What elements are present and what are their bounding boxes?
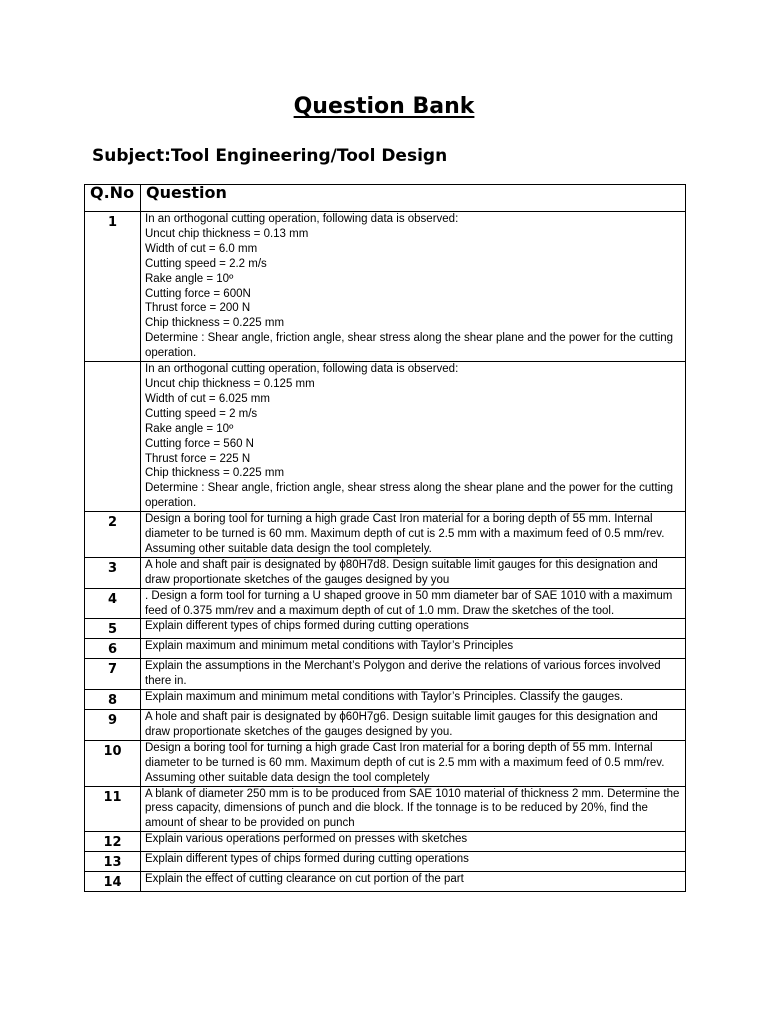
question-number: 1 (85, 212, 141, 362)
table-row (85, 740, 686, 786)
question-text: A hole and shaft pair is designated by ϕ80H7d8. Design suitable limit gauges for this designation and draw proportionate sketches of the gauges designed by you (141, 557, 686, 588)
page-title: Question Bank (293, 94, 475, 119)
question-text: Explain different types of chips formed during cutting operations (141, 852, 686, 872)
table-row (85, 588, 686, 619)
table-row (85, 832, 686, 852)
question-text: . Design a form tool for turning a U shaped groove in 50 mm diameter bar of SAE 1010 with a maximum feed of 0.375 mm/rev and a maximum depth of cut of 1.0 mm. Draw the sketches of the tool. (141, 588, 686, 619)
table-row (85, 212, 686, 362)
question-number: 12 (85, 832, 141, 852)
question-text: A blank of diameter 250 mm is to be produced from SAE 1010 material of thickness 2 mm. Determine the press capacity, dimensions of punch and die block. If the tonnage is to be reduced by 20%, find the amount of shear to be provided on punch (141, 786, 686, 832)
question-number: 13 (85, 852, 141, 872)
question-number: 11 (85, 786, 141, 832)
question-text: Explain the effect of cutting clearance on cut portion of the part (141, 872, 686, 892)
question-text: Explain the assumptions in the Merchant’s Polygon and derive the relations of various forces involved there in. (141, 659, 686, 690)
question-number: 7 (85, 659, 141, 690)
question-text: Explain different types of chips formed during cutting operations (141, 619, 686, 639)
header-qno: Q.No (85, 185, 141, 212)
question-text: Explain various operations performed on presses with sketches (141, 832, 686, 852)
question-text: Explain maximum and minimum metal conditions with Taylor’s Principles. Classify the gauges. (141, 690, 686, 710)
question-text: Design a boring tool for turning a high grade Cast Iron material for a boring depth of 55 mm. Internal diameter to be turned is 60 mm. Maximum depth of cut is 2.5 mm with a maximum feed of 0.5 mm/rev. Assuming other suitable data design the tool completely. (141, 512, 686, 558)
question-number: 14 (85, 872, 141, 892)
question-text: Design a boring tool for turning a high grade Cast Iron material for a boring depth of 55 mm. Internal diameter to be turned is 60 mm. Maximum depth of cut is 2.5 mm with a maximum feed of 0.5 mm/rev. Assuming other suitable data design the tool completely (141, 740, 686, 786)
question-rows (85, 212, 686, 892)
table-row (85, 639, 686, 659)
table-row (85, 659, 686, 690)
table-row (85, 710, 686, 741)
subject-heading: Subject:Tool Engineering/Tool Design (92, 146, 448, 166)
table-row (85, 362, 686, 512)
question-number: 2 (85, 512, 141, 558)
table-row (85, 619, 686, 639)
table-row (85, 872, 686, 892)
header-question: Question (141, 185, 686, 212)
table-row (85, 786, 686, 832)
question-text: In an orthogonal cutting operation, following data is observed: Uncut chip thickness = 0.125 mm Width of cut = 6.025 mm Cutting speed = 2 m/s Rake angle = 10º Cutting force = 560 N Thrust force = 225 N Chip thickness = 0.225 mm Determine : Shear angle, friction angle, shear stress along the shear plane and the power for the cutting operation. (141, 362, 686, 512)
question-number: 10 (85, 740, 141, 786)
question-number: 3 (85, 557, 141, 588)
table-row (85, 512, 686, 558)
question-number: 5 (85, 619, 141, 639)
table-row (85, 690, 686, 710)
question-table (84, 184, 686, 892)
table-row (85, 852, 686, 872)
question-number: 9 (85, 710, 141, 741)
question-text: A hole and shaft pair is designated by ϕ60H7g6. Design suitable limit gauges for this designation and draw proportionate sketches of the gauges designed by you. (141, 710, 686, 741)
question-number: 8 (85, 690, 141, 710)
table-row (85, 557, 686, 588)
question-number: 4 (85, 588, 141, 619)
question-number (85, 362, 141, 512)
table-header-row (85, 185, 686, 212)
question-number: 6 (85, 639, 141, 659)
question-text: In an orthogonal cutting operation, following data is observed: Uncut chip thickness = 0.13 mm Width of cut = 6.0 mm Cutting speed = 2.2 m/s Rake angle = 10º Cutting force = 600N Thrust force = 200 N Chip thickness = 0.225 mm Determine : Shear angle, friction angle, shear stress along the shear plane and the power for the cutting operation. (141, 212, 686, 362)
question-text: Explain maximum and minimum metal conditions with Taylor’s Principles (141, 639, 686, 659)
